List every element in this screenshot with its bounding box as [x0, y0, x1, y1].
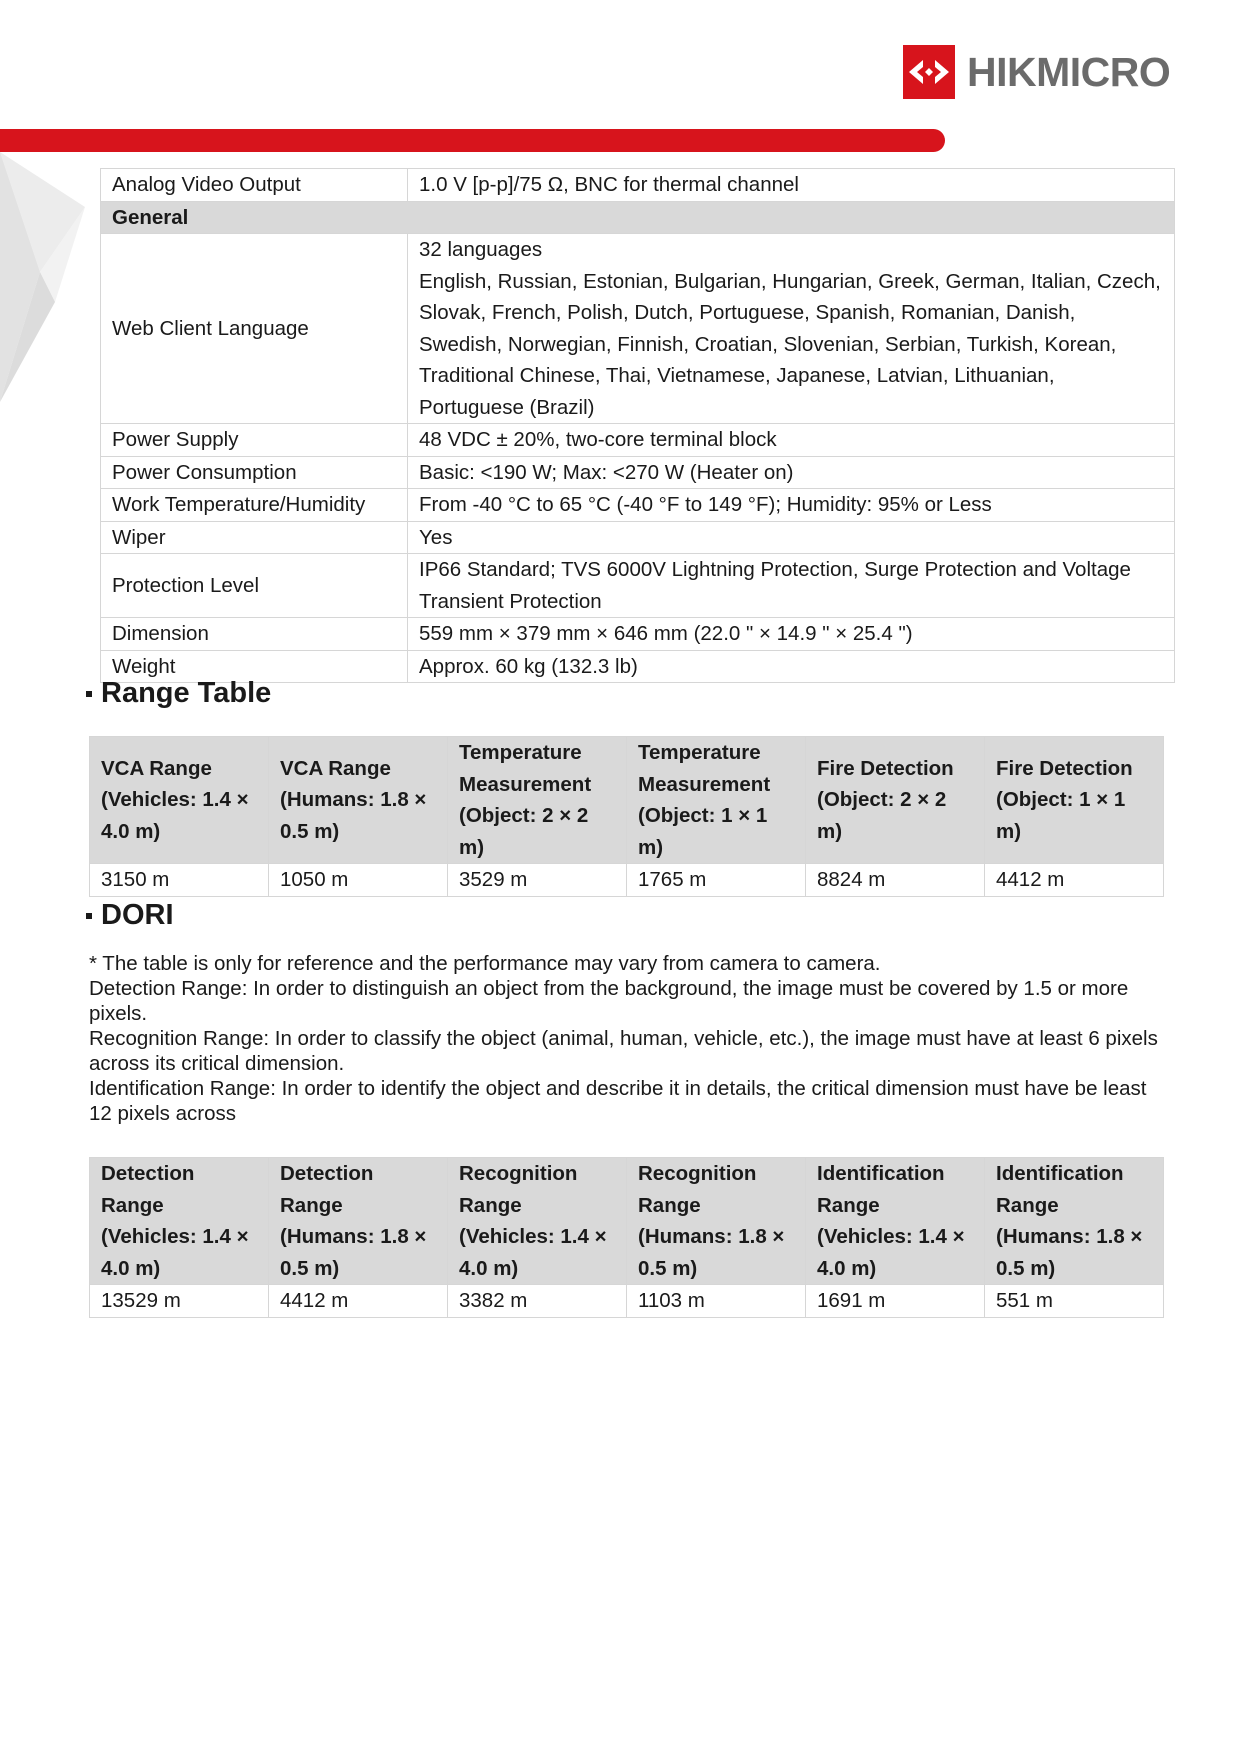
range-header-cell: VCA Range (Vehicles: 1.4 × 4.0 m) [90, 737, 269, 864]
range-table-heading [86, 677, 271, 710]
range-header-cell: Temperature Measurement (Object: 1 × 1 m) [627, 737, 806, 864]
spec-key: Power Supply [101, 424, 408, 457]
range-value-cell: 8824 m [806, 864, 985, 897]
spec-row [101, 618, 1175, 651]
spec-row [101, 456, 1175, 489]
spec-row [101, 169, 1175, 202]
dori-value-cell: 551 m [985, 1285, 1164, 1318]
spec-key: Power Consumption [101, 456, 408, 489]
bullet-square-icon [86, 691, 92, 697]
spec-key: Weight [101, 650, 408, 683]
dori-header-row [90, 1158, 1164, 1285]
spec-key: Work Temperature/Humidity [101, 489, 408, 522]
spec-value-line: 32 languages [419, 238, 543, 261]
spec-value-line: English, Russian, Estonian, Bulgarian, Hungarian, Greek, German, Italian, Czech, Slovak, French, Polish, Dutch, Portuguese, Spanish, Romanian, Danish, Swedish, Norwegian, Finnish, Croatian, Slovenian, Serbian, Turkish, Korean, Traditional Chinese, Thai, Vietnamese, Japanese, Latvian, Lithuanian, Portuguese (Brazil) [419, 269, 1161, 419]
dori-note: * The table is only for reference and the performance may vary from camera to camera. [89, 952, 881, 975]
decorative-shard-icon [0, 152, 95, 402]
dori-note: Detection Range: In order to distinguish an object from the background, the image must be covered by 1.5 or more pixels. [89, 977, 1129, 1025]
range-header-row [90, 737, 1164, 864]
spec-value [408, 424, 1175, 457]
brand-logo [903, 45, 1170, 99]
spec-value [408, 554, 1175, 618]
dori-notes [89, 951, 1169, 1126]
range-header-cell: VCA Range (Humans: 1.8 × 0.5 m) [269, 737, 448, 864]
spec-value [408, 169, 1175, 202]
dori-value-cell: 1691 m [806, 1285, 985, 1318]
dori-note: Identification Range: In order to identify the object and describe it in details, the critical dimension must have be least 12 pixels across [89, 1077, 1147, 1125]
spec-key: Wiper [101, 521, 408, 554]
range-value-cell: 1050 m [269, 864, 448, 897]
dori-heading [86, 899, 174, 932]
dori-value-row [90, 1285, 1164, 1318]
spec-value [408, 456, 1175, 489]
dori-header-cell: Detection Range (Humans: 1.8 × 0.5 m) [269, 1158, 448, 1285]
dori-title: DORI [101, 899, 174, 931]
range-table [89, 736, 1164, 897]
range-value-cell: 1765 m [627, 864, 806, 897]
spec-row [101, 489, 1175, 522]
dori-value-cell: 1103 m [627, 1285, 806, 1318]
spec-value [408, 521, 1175, 554]
dori-header-cell: Identification Range (Vehicles: 1.4 × 4.0 m) [806, 1158, 985, 1285]
spec-value-line: From -40 °C to 65 °C (-40 °F to 149 °F); Humidity: 95% or Less [419, 493, 992, 516]
spec-key: Dimension [101, 618, 408, 651]
spec-value [408, 234, 1175, 424]
spec-key: Web Client Language [101, 234, 408, 424]
range-header-cell: Temperature Measurement (Object: 2 × 2 m) [448, 737, 627, 864]
spec-value-line: 48 VDC ± 20%, two-core terminal block [419, 428, 777, 451]
spec-table [100, 168, 1175, 683]
spec-key: Analog Video Output [101, 169, 408, 202]
spec-row [101, 521, 1175, 554]
spec-value [408, 618, 1175, 651]
spec-key: Protection Level [101, 554, 408, 618]
spec-value [408, 650, 1175, 683]
dori-header-cell: Recognition Range (Vehicles: 1.4 × 4.0 m) [448, 1158, 627, 1285]
range-value-cell: 3150 m [90, 864, 269, 897]
dori-note: Recognition Range: In order to classify the object (animal, human, vehicle, etc.), the image must have at least 6 pixels across its critical dimension. [89, 1027, 1158, 1075]
brand-name: HIKMICRO [967, 48, 1171, 95]
spec-row [101, 234, 1175, 424]
range-value-cell: 3529 m [448, 864, 627, 897]
range-table-title: Range Table [101, 677, 272, 709]
spec-value-line: 1.0 V [p-p]/75 Ω, BNC for thermal channel [419, 173, 799, 196]
spec-value [408, 489, 1175, 522]
spec-value-line: 559 mm × 379 mm × 646 mm (22.0 " × 14.9 " × 25.4 ") [419, 622, 913, 645]
spec-section-label: General [101, 201, 1175, 234]
dori-value-cell: 3382 m [448, 1285, 627, 1318]
spec-section-row [101, 201, 1175, 234]
bullet-square-icon [86, 913, 92, 919]
spec-value-line: IP66 Standard; TVS 6000V Lightning Protection, Surge Protection and Voltage Transient Protection [419, 558, 1131, 613]
dori-header-cell: Recognition Range (Humans: 1.8 × 0.5 m) [627, 1158, 806, 1285]
spec-row [101, 554, 1175, 618]
spec-value-line: Basic: <190 W; Max: <270 W (Heater on) [419, 460, 794, 484]
hikmicro-logo-icon [903, 45, 955, 99]
header-accent-bar [0, 129, 945, 152]
spec-value-line: Yes [419, 525, 453, 549]
dori-value-cell: 13529 m [90, 1285, 269, 1318]
spec-value-line: Approx. 60 kg (132.3 lb) [419, 654, 638, 678]
range-header-cell: Fire Detection (Object: 1 × 1 m) [985, 737, 1164, 864]
spec-row [101, 424, 1175, 457]
dori-header-cell: Detection Range (Vehicles: 1.4 × 4.0 m) [90, 1158, 269, 1285]
range-header-cell: Fire Detection (Object: 2 × 2 m) [806, 737, 985, 864]
range-value-row [90, 864, 1164, 897]
dori-value-cell: 4412 m [269, 1285, 448, 1318]
dori-header-cell: Identification Range (Humans: 1.8 × 0.5 m) [985, 1158, 1164, 1285]
dori-table [89, 1157, 1164, 1318]
range-value-cell: 4412 m [985, 864, 1164, 897]
